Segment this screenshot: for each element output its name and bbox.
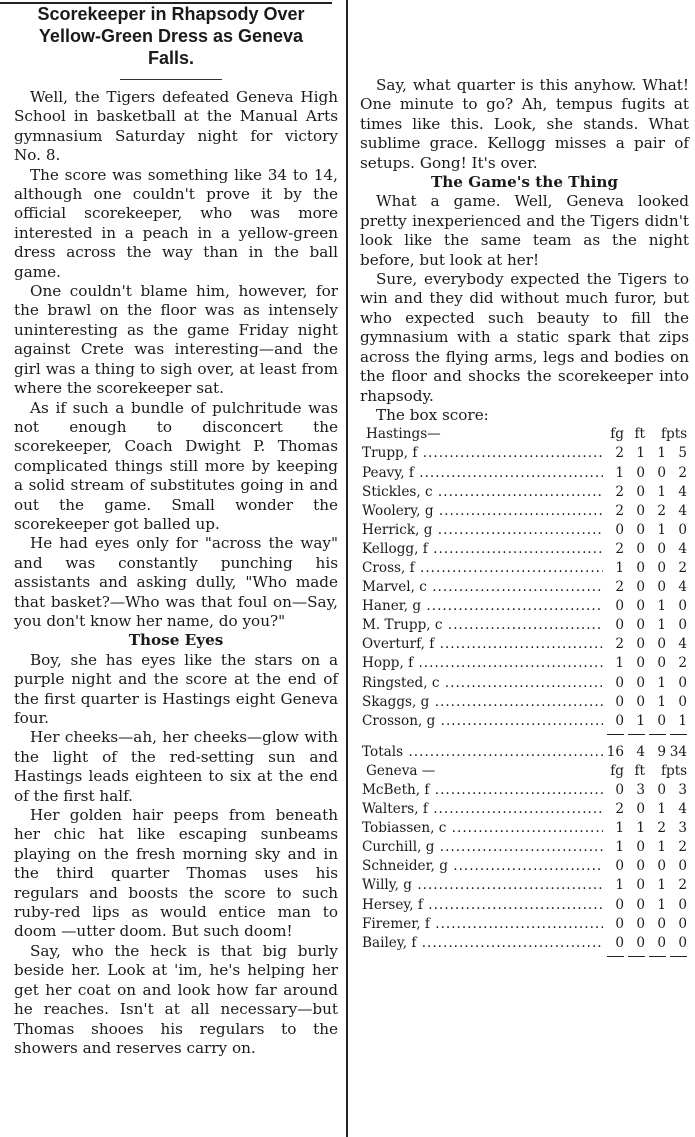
stat-fg: 1 (615, 877, 624, 894)
column-header: fg (610, 426, 624, 443)
stat-fg: 2 (615, 483, 624, 500)
paragraph: Say, what quarter is this anyhow. What! One minute to go? Ah, tempus fugits at times like this. Look, she stands. What sublime grace. Kellogg misses a pair of setups. Gong! It's over. (360, 76, 689, 172)
stat-ft: 0 (636, 674, 645, 691)
table-row (362, 654, 687, 673)
stat-fg: 0 (615, 858, 624, 875)
table-row (362, 635, 687, 654)
stat-pts: 0 (678, 693, 687, 710)
table-row (362, 616, 687, 635)
stat-pts: 4 (678, 801, 687, 818)
subhead-those-eyes: Those Eyes (128, 631, 224, 650)
stat-ft: 1 (636, 445, 645, 462)
stat-fg: 0 (615, 693, 624, 710)
stat-f: 0 (657, 858, 666, 875)
paragraph: What a game. Well, Geneva looked pretty inexperienced and the Tigers didn't look like the same team as the night before, but look at her! (360, 192, 689, 269)
player-name: Stickles, c ..... (362, 483, 603, 502)
paragraph-group-1 (14, 88, 338, 631)
stat-f: 0 (657, 636, 666, 653)
stat-ft: 1 (636, 820, 645, 837)
stat-ft: 0 (636, 559, 645, 576)
stat-pts: 4 (678, 579, 687, 596)
paragraph: The score was something like 34 to 14, although one couldn't prove it by the official scorekeeper, who was more interested in a peach in a yellow-green dress across the way than in the ball game. (14, 165, 338, 281)
stat-ft: 0 (636, 801, 645, 818)
stat-ft: 0 (636, 839, 645, 856)
column-header: ft (634, 426, 645, 443)
stat-fg: 1 (615, 839, 624, 856)
column-header: ft (634, 762, 645, 779)
team-label: Hastings— (366, 426, 441, 443)
player-name: McBeth, f ..... (362, 781, 603, 800)
table-row (362, 819, 687, 838)
stat-ft: 0 (636, 579, 645, 596)
stat-ft: 0 (636, 934, 645, 951)
table-row (362, 540, 687, 559)
totals-label: Totals ..... (362, 743, 603, 762)
paragraph-group-2 (14, 651, 338, 1059)
stat-fg: 1 (615, 464, 624, 481)
player-name: Trupp, f ..... (362, 444, 603, 463)
stat-fg: 2 (615, 801, 624, 818)
table-row (362, 934, 687, 953)
stat-ft: 0 (636, 693, 645, 710)
player-name: M. Trupp, c ..... (362, 616, 603, 635)
stat-f: 1 (657, 521, 666, 538)
paragraph: Her cheeks—ah, her cheeks—glow with the light of the red-setting sun and Hastings leads eighteen to six at the end of the first half. (14, 728, 338, 805)
stat-f: 2 (657, 502, 666, 519)
stat-f: 1 (657, 801, 666, 818)
stat-pts: 4 (678, 540, 687, 557)
stat-pts: 0 (678, 598, 687, 615)
stat-f: 0 (657, 782, 666, 798)
total-ft: 4 (636, 743, 645, 760)
player-name: Firemer, f ..... (362, 915, 603, 934)
player-name: Herrick, g ..... (362, 521, 603, 540)
stat-pts: 3 (678, 820, 687, 837)
paragraph: Boy, she has eyes like the stars on a purple night and the score at the end of the first quarter is Hastings eight Geneva four. (14, 650, 338, 727)
stat-ft: 0 (636, 617, 645, 634)
stat-ft: 0 (636, 858, 645, 875)
column-header: f (660, 426, 666, 443)
table-row (362, 483, 687, 502)
stat-fg: 2 (615, 636, 624, 653)
table-row (362, 712, 687, 731)
stat-f: 1 (657, 839, 666, 856)
stat-ft: 0 (636, 483, 645, 500)
player-name: Ringsted, c ..... (362, 674, 603, 693)
table-row (362, 464, 687, 483)
stat-f: 0 (657, 934, 666, 951)
box-score-title: The box score: (376, 405, 489, 424)
player-name: Kellogg, f ..... (362, 540, 603, 559)
stat-f: 0 (657, 464, 666, 481)
hastings-table (362, 425, 687, 762)
paragraph-group-3 (360, 76, 689, 173)
box-score (350, 425, 695, 961)
stat-fg: 0 (615, 915, 624, 932)
stat-pts: 0 (678, 896, 687, 913)
player-name: Hopp, f ..... (362, 654, 603, 673)
stat-f: 1 (657, 896, 666, 913)
player-name: Bailey, f ..... (362, 934, 603, 953)
stat-pts: 4 (678, 502, 687, 519)
player-name: Willy, g ..... (362, 876, 603, 895)
stat-ft: 0 (636, 464, 645, 481)
stat-pts: 4 (678, 483, 687, 500)
total-rule (362, 953, 687, 961)
stat-f: 2 (657, 820, 666, 837)
stat-f: 0 (657, 559, 666, 576)
paragraph: Sure, everybody expected the Tigers to win and they did without much furor, but who expected such beauty to fill the gymnasium with a static spark that zips across the flying arms, legs and bodies on the floor and shocks the scorekeeper into rhapsody. (360, 270, 689, 405)
article-body-left (0, 88, 342, 1058)
stat-pts: 0 (678, 915, 687, 932)
player-name: Skaggs, g ..... (362, 693, 603, 712)
stat-pts: 0 (678, 934, 687, 951)
column-header: fg (610, 762, 624, 779)
paragraph: As if such a bundle of pulchritude was not enough to disconcert the scorekeeper, Coach Dwight P. Thomas complicated things still more by keeping a solid stream of substitutes going in and out the game. Small wonder the scorekeeper got balled up. (14, 398, 338, 533)
table-row (362, 559, 687, 578)
player-name: Tobiassen, c ..... (362, 819, 603, 838)
stat-ft: 0 (636, 540, 645, 557)
stat-fg: 0 (615, 896, 624, 913)
stat-ft: 0 (636, 877, 645, 894)
paragraph: Her golden hair peeps from beneath her chic hat like escaping sunbeams playing on the fresh morning sky and in the third quarter Thomas uses his regulars and boosts the score to such ruby-red lips as would entice man to doom —utter doom. But such doom! (14, 806, 338, 941)
stat-fg: 1 (615, 655, 624, 672)
player-name: Woolery, g ..... (362, 502, 603, 521)
stat-ft: 0 (636, 915, 645, 932)
player-name: Schneider, g ..... (362, 857, 603, 876)
left-column (0, 0, 342, 1058)
stat-pts: 2 (678, 839, 687, 856)
paragraph: One couldn't blame him, however, for the brawl on the floor was as intensely uninteresting as the game Friday night against Crete was interesting—and the girl was a thing to sigh over, at least from where the scorekeeper sat. (14, 282, 338, 398)
table-row (362, 578, 687, 597)
totals-row (362, 743, 687, 762)
table-row (362, 444, 687, 463)
stat-ft: 0 (636, 521, 645, 538)
right-column (350, 0, 695, 961)
stat-f: 0 (657, 915, 666, 932)
stat-f: 0 (657, 712, 666, 729)
stat-pts: 0 (678, 858, 687, 875)
stat-pts: 5 (678, 445, 687, 462)
hastings-header-row (362, 425, 687, 444)
stat-fg: 0 (615, 598, 624, 615)
stat-ft: 0 (636, 502, 645, 519)
stat-fg: 0 (615, 674, 624, 691)
stat-fg: 1 (615, 820, 624, 837)
stat-fg: 2 (615, 445, 624, 462)
stat-pts: 2 (678, 877, 687, 894)
stat-f: 1 (657, 877, 666, 894)
stat-fg: 0 (615, 934, 624, 951)
stat-f: 0 (657, 655, 666, 672)
stat-f: 1 (657, 617, 666, 634)
paragraph: Well, the Tigers defeated Geneva High School in basketball at the Manual Arts gymnasium Saturday night for victory No. 8. (14, 88, 338, 165)
player-name: Curchill, g ..... (362, 838, 603, 857)
table-row (362, 915, 687, 934)
stat-pts: 2 (678, 655, 687, 672)
stat-f: 1 (657, 693, 666, 710)
table-row (362, 521, 687, 540)
paragraph-group-4 (360, 192, 689, 405)
stat-pts: 0 (678, 521, 687, 538)
stat-f: 0 (657, 540, 666, 557)
stat-fg: 1 (615, 559, 624, 576)
player-name: Cross, f ..... (362, 559, 603, 578)
geneva-table (362, 762, 687, 961)
table-row (362, 896, 687, 915)
article-body-right (350, 0, 695, 425)
paragraph: He had eyes only for "across the way" and was constantly punching his assistants and asking dully, "Who made that basket?—Who was that foul on—Say, you don't know her name, do you?" (14, 534, 338, 630)
stat-ft: 0 (636, 636, 645, 653)
total-rule (362, 731, 687, 739)
table-row (362, 800, 687, 819)
player-name: Crosson, g ..... (362, 712, 603, 731)
stat-pts: 4 (678, 636, 687, 653)
stat-f: 1 (657, 598, 666, 615)
table-row (362, 674, 687, 693)
geneva-header-row (362, 762, 687, 781)
stat-f: 1 (657, 445, 666, 462)
stat-fg: 0 (615, 521, 624, 538)
total-f: 9 (657, 743, 666, 760)
stat-fg: 2 (615, 579, 624, 596)
total-fg: 16 (606, 743, 624, 760)
table-row (362, 838, 687, 857)
stat-fg: 0 (615, 712, 624, 729)
player-name: Overturf, f ..... (362, 635, 603, 654)
team-label: Geneva — (366, 762, 436, 779)
stat-ft: 3 (636, 782, 645, 798)
stat-fg: 0 (615, 617, 624, 634)
player-name: Walters, f ..... (362, 800, 603, 819)
column-header: pts (666, 762, 688, 779)
headline: Scorekeeper in Rhapsody Over Yellow-Green Dress as Geneva Falls. (37, 4, 305, 68)
column-header: pts (666, 426, 688, 443)
stat-fg: 2 (615, 502, 624, 519)
column-rule (346, 0, 348, 1137)
stat-ft: 0 (636, 598, 645, 615)
subhead-games-thing: The Game's the Thing (430, 173, 619, 192)
headline-rule (120, 79, 222, 80)
stat-f: 1 (657, 674, 666, 691)
column-header: f (660, 762, 666, 779)
table-row (362, 502, 687, 521)
paragraph: Say, who the heck is that big burly beside her. Look at 'im, he's helping her get her coat on and look how far around he reaches. Isn't at all necessary—but Thomas shooes his regulars to the showers and reserves carry on. (14, 941, 338, 1057)
player-name: Haner, g ..... (362, 597, 603, 616)
stat-f: 1 (657, 483, 666, 500)
table-row (362, 781, 687, 800)
stat-pts: 0 (678, 674, 687, 691)
stat-pts: 3 (678, 782, 687, 798)
stat-pts: 1 (678, 712, 687, 729)
stat-pts: 0 (678, 617, 687, 634)
stat-fg: 0 (615, 782, 624, 798)
table-row (362, 597, 687, 616)
table-row (362, 876, 687, 895)
player-name: Hersey, f ..... (362, 896, 603, 915)
stat-pts: 2 (678, 464, 687, 481)
stat-pts: 2 (678, 559, 687, 576)
stat-fg: 2 (615, 540, 624, 557)
player-name: Marvel, c ..... (362, 578, 603, 597)
stat-ft: 0 (636, 896, 645, 913)
table-row (362, 857, 687, 876)
stat-ft: 1 (636, 712, 645, 729)
table-row (362, 693, 687, 712)
stat-f: 0 (657, 579, 666, 596)
stat-ft: 0 (636, 655, 645, 672)
player-name: Peavy, f ..... (362, 464, 603, 483)
total-pts: 34 (669, 743, 687, 760)
